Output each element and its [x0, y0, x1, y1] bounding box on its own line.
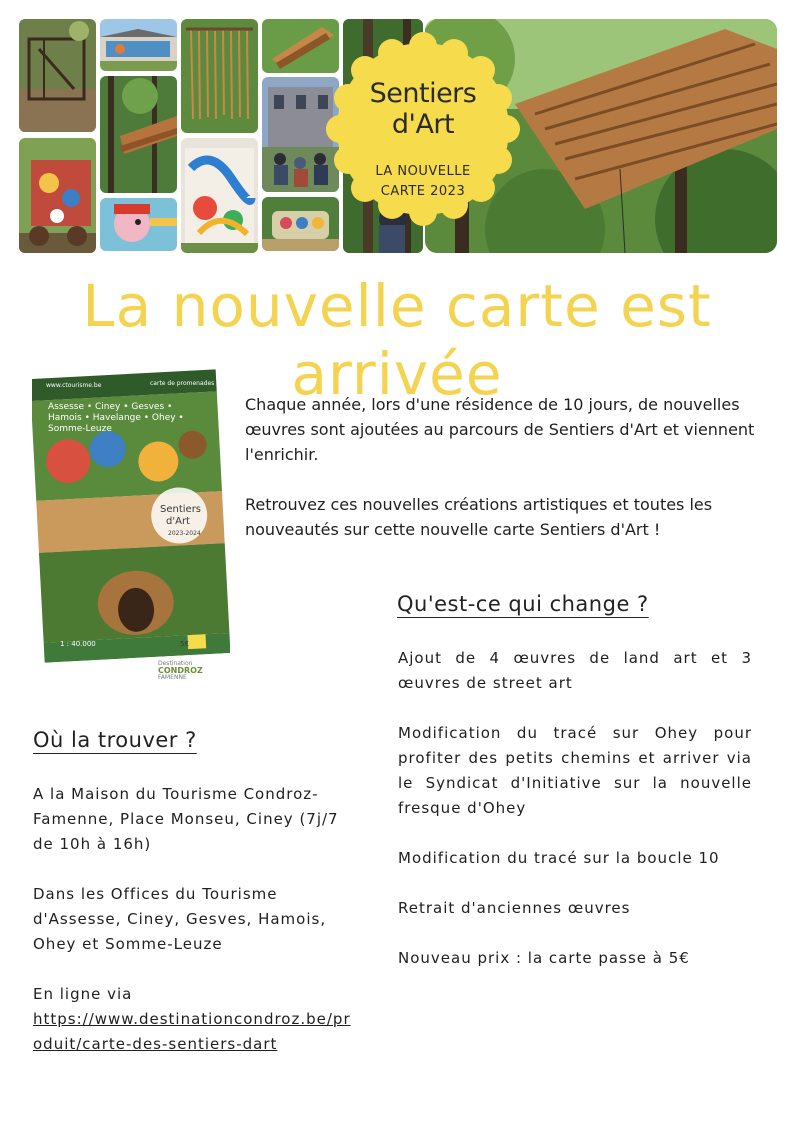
photo-land-art-sculpture [19, 19, 96, 132]
photo-wooden-bench [100, 76, 177, 193]
badge-title-line2: d'Art [391, 109, 455, 140]
intro-paragraph-2: Retrouvez ces nouvelles créations artistiques et toutes les nouveautés sur cette nouvelle carte Sentiers d'Art ! [245, 495, 713, 539]
photo-painted-container [19, 138, 96, 253]
photo-mural-building [100, 19, 177, 71]
cover-years: 2023-2024 [168, 530, 201, 537]
page-headline: La nouvelle carte est arrivée [82, 272, 712, 408]
cover-brand-line1: Destination [158, 660, 193, 667]
photo-street-art-character [100, 198, 177, 251]
where-paragraph-3 [33, 982, 353, 1057]
cover-caption: carte de promenades [150, 380, 215, 387]
cover-communes: Assesse • Ciney • Gesves • Hamois • Havelange • Ohey • Somme-Leuze [48, 402, 184, 434]
cover-brand-line2: CONDROZ [158, 666, 203, 675]
changes-heading: Qu'est-ce qui change ? [397, 592, 649, 616]
cover-brand [158, 660, 203, 681]
cover-brand-line3: FAMENNE [158, 674, 187, 681]
where-online-label: En ligne via [33, 985, 133, 1003]
list-item: Modification du tracé sur la boucle 10 [398, 849, 720, 867]
photo-colourful-fresco [181, 138, 258, 253]
changes-list [398, 646, 752, 996]
list-item: Modification du tracé sur Ohey pour profiter des petits chemins et arriver via le Syndicat d'Initiative sur la nouvelle fresque d'Ohey [398, 724, 752, 817]
map-cover-image [32, 368, 230, 696]
badge-subtitle-line1: LA NOUVELLE [375, 164, 471, 179]
photo-hanging-reeds [181, 19, 258, 133]
badge-subtitle-line2: CARTE 2023 [380, 184, 466, 199]
badge-subtitle [326, 162, 520, 202]
list-item: Nouveau prix : la carte passe à 5€ [398, 949, 690, 967]
badge-title-line1: Sentiers [369, 78, 477, 109]
where-text [33, 782, 353, 1082]
where-paragraph-2: Dans les Offices du Tourisme d'Assesse, Ciney, Gesves, Hamois, Ohey et Somme-Leuze [33, 885, 327, 953]
cover-price: 5€ [180, 640, 189, 648]
intro-paragraph-1: Chaque année, lors d'une résidence de 10 jours, de nouvelles œuvres sont ajoutées au parcours de Sentiers d'Art et viennent l'enrichir. [245, 395, 755, 464]
cover-logo-line1: Sentiers [160, 504, 202, 515]
shop-link[interactable]: https://www.destinationcondroz.be/produit/carte-des-sentiers-dart [33, 1010, 351, 1053]
cover-scale: 1 : 40.000 [60, 640, 96, 648]
badge-title [326, 78, 520, 140]
cover-site: www.ctourisme.be [46, 382, 102, 389]
intro-text [245, 392, 775, 567]
sentiers-dart-badge [326, 32, 520, 226]
list-item: Ajout de 4 œuvres de land art et 3 œuvres de street art [398, 649, 752, 692]
where-paragraph-1: A la Maison du Tourisme Condroz-Famenne, Place Monseu, Ciney (7j/7 de 10h à 16h) [33, 785, 339, 853]
cover-logo-line2: d'Art [166, 516, 190, 527]
list-item: Retrait d'anciennes œuvres [398, 899, 631, 917]
where-heading: Où la trouver ? [33, 728, 197, 752]
